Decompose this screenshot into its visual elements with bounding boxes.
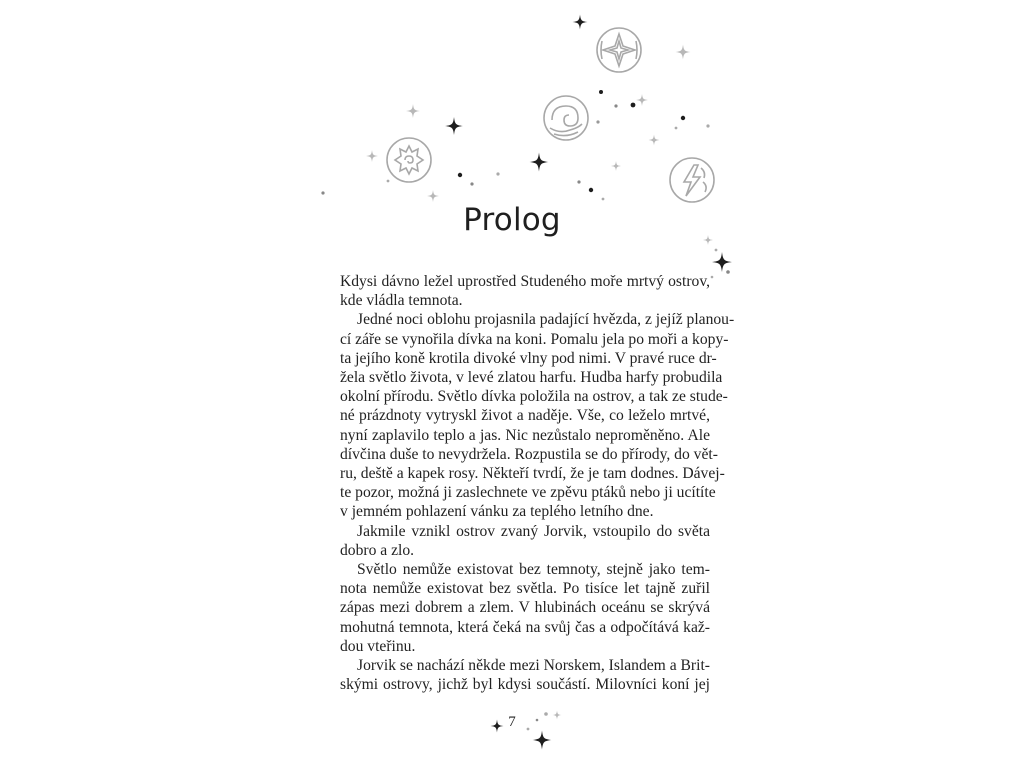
text-line: mohutná temnota, která čeká na svůj čas a odpočítává kaž-	[340, 618, 710, 636]
sun-spiral-medallion-icon	[387, 138, 431, 182]
text-line: Kdysi dávno ležel uprostřed Studeného moře mrtvý ostrov,	[340, 273, 710, 290]
star-icon	[530, 153, 549, 172]
lightning-medallion-icon	[670, 158, 714, 202]
text-line: kde vládla temnota.	[340, 292, 463, 310]
text-line: nyní zaplavilo teplo a jas. Nic nezůstalo neproměněno. Ale	[340, 426, 710, 444]
star-icon	[611, 161, 621, 171]
star-icon	[445, 117, 463, 135]
star-icon	[636, 94, 648, 106]
text-line: okolní přírodu. Světlo dívka položila na ostrov, a tak ze stude-	[340, 388, 728, 406]
star-icon	[676, 45, 691, 60]
star-icon	[712, 252, 732, 272]
text-line: dobro a zlo.	[340, 541, 415, 559]
star-icon	[427, 190, 439, 202]
prologue-text	[340, 272, 735, 694]
text-line: Jakmile vznikl ostrov zvaný Jorvik, vstoupilo do světa	[357, 522, 710, 540]
star-icon	[649, 135, 660, 146]
text-line: dívčina duše to nevydržela. Rozpustila se do přírody, do vět-	[340, 445, 718, 463]
text-line: ru, deště a kapek rosy. Někteří tvrdí, že je tam dodnes. Dávej-	[340, 465, 725, 483]
text-line: skými ostrovy, jichž byl kdysi součástí. Milovníci koní jej	[340, 676, 710, 694]
chapter-title: Prolog	[463, 202, 561, 238]
text-line: dou vteřinu.	[340, 637, 416, 655]
text-line: né prázdnoty vytryskl život a naděje. Vše, co leželo mrtvé,	[340, 407, 710, 425]
star-icon	[533, 731, 552, 750]
text-line: v jemném pohlazení vánku za teplého letního dne.	[340, 503, 654, 521]
water-swirl-medallion-icon	[544, 96, 588, 140]
text-line: ta jejího koně krotila divoké vlny pod nimi. V pravé ruce dr-	[340, 349, 717, 367]
text-line: žela světlo života, v levé zlatou harfu. Hudba harfy probudila	[340, 369, 723, 387]
text-line: zápas mezi dobrem a zlem. V hlubinách oceánu se skrývá	[340, 599, 710, 617]
star-icon	[406, 104, 420, 118]
text-line: Jedné noci oblohu projasnila padající hvězda, z jejíž planou-	[357, 311, 735, 329]
star-icon	[553, 711, 562, 720]
star-icon	[573, 15, 588, 30]
compass-star-medallion-icon	[597, 28, 641, 72]
page-number: 7	[508, 714, 516, 730]
text-line: cí záře se vynořila dívka na koni. Pomalu jela po moři a kopy-	[340, 330, 729, 348]
star-icon	[366, 150, 378, 162]
text-line: Jorvik se nachází někde mezi Norskem, Islandem a Brit-	[357, 657, 710, 675]
text-line: nota nemůže existovat bez světla. Po tisíce let tajně zuřil	[340, 580, 710, 598]
text-line: Světlo nemůže existovat bez temnoty, stejně jako tem-	[357, 561, 710, 579]
text-line: te pozor, možná ji zaslechnete ve zpěvu ptáků nebo ji ucítíte	[340, 484, 716, 502]
